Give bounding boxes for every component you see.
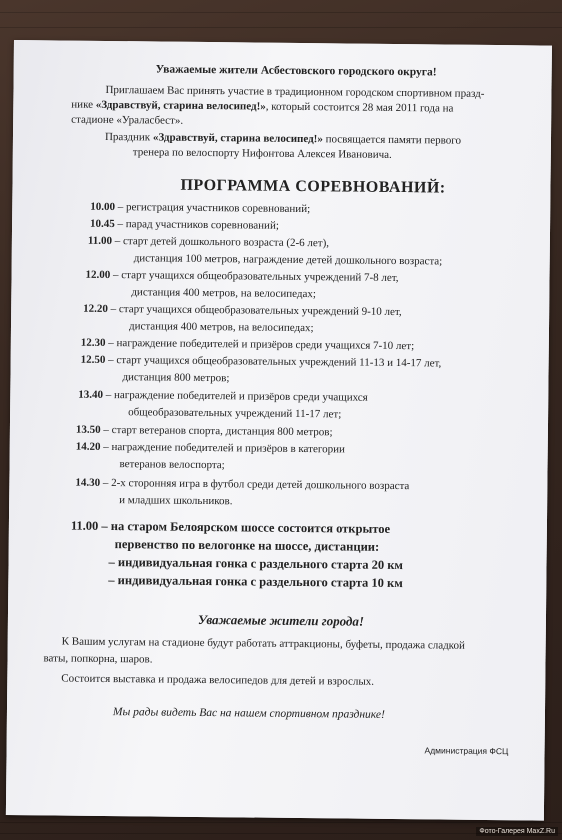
program-time: 12.20: [83, 302, 109, 315]
race-announcement: 11.00 – на старом Белоярском шоссе состоится открытое: [70, 518, 391, 536]
festival-name: «Здравствуй, старина велосипед!»: [152, 131, 323, 146]
program-text: – старт ветеранов спорта, дистанция 800 метров;: [100, 423, 333, 439]
invite-line-3: стадионе «Ураласбест».: [71, 113, 184, 127]
program-row: [76, 424, 333, 439]
program-time: 14.20: [75, 440, 101, 453]
program-text: – награждение победителей и призёров среди учащихся 7-10 лет;: [105, 336, 415, 353]
program-title: ПРОГРАММА СОРЕВНОВАНИЙ:: [180, 176, 446, 197]
greeting-title: Уважаемые жители Асбестовского городского округа!: [155, 63, 437, 79]
services-line-1: К Вашим услугам на стадионе будут работать аттракционы, буфеты, продажа сладкой: [61, 635, 465, 652]
program-time: 12.50: [80, 353, 106, 366]
race-announcement-2: первенство по велогонке на шоссе, дистанции:: [114, 537, 380, 554]
program-text: – 2-х сторонняя игра в футбол среди детей дошкольного возраста: [100, 476, 410, 493]
signature: Администрация ФСЦ: [424, 745, 509, 757]
invite-text: , который состоится 28 мая 2011 года на: [265, 100, 454, 115]
program-row-continuation: ветеранов велоспорта;: [119, 458, 225, 472]
program-text: – старт учащихся общеобразовательных учреждений 9-10 лет,: [107, 302, 402, 319]
race-distance-10: – индивидуальная гонка с раздельного старта 10 км: [108, 573, 403, 591]
program-text: – старт детей дошкольного возраста (2-6 лет),: [111, 235, 330, 250]
program-time: 10.45: [90, 217, 115, 231]
program-text: – регистрация участников соревнований;: [114, 201, 311, 216]
program-text: – награждение победителей и призёров среди учащихся: [102, 388, 368, 404]
program-row: [90, 201, 310, 215]
program-row: [90, 218, 279, 232]
program-row-continuation: дистанция 400 метров, на велосипедах;: [131, 286, 317, 301]
program-text: – старт учащихся общеобразовательных учреждений 11-13 и 14-17 лет,: [105, 353, 442, 370]
dedication-text: посвящается памяти первого: [322, 133, 462, 147]
program-time: 11.00: [87, 234, 113, 248]
program-time: 12.30: [80, 336, 106, 349]
program-row: [81, 337, 414, 352]
exhibition-line: Состоится выставка и продажа велосипедов для детей и взрослых.: [61, 672, 375, 688]
program-row-continuation: дистанция 800 метров;: [122, 371, 230, 385]
festival-name: «Здравствуй, старина велосипед!»: [95, 98, 266, 113]
dedication-text: Праздник: [104, 130, 153, 144]
program-row-continuation: и младших школьников.: [119, 494, 233, 508]
photo-credit: Фото-Галерея MaxZ.Ru: [476, 827, 558, 836]
invite-line-2: [71, 99, 453, 115]
program-row: [75, 477, 409, 492]
program-time: 14.30: [75, 476, 101, 489]
program-row: [85, 269, 398, 284]
program-time: 12.00: [85, 268, 111, 282]
program-text: – парад участников соревнований;: [114, 218, 279, 232]
program-time: 13.40: [78, 388, 104, 401]
program-row-continuation: дистанция 100 метров, награждение детей дошкольного возраста;: [133, 252, 443, 268]
notice-sheet: [6, 40, 552, 821]
footer-heading: Уважаемые жители города!: [197, 611, 365, 629]
program-text: – старт учащихся общеобразовательных учреждений 7-8 лет,: [110, 269, 399, 285]
dedication-line-2: тренера по велоспорту Нифонтова Алексея Ивановича.: [132, 146, 392, 161]
program-time: 13.50: [75, 423, 101, 436]
program-text: – награждение победителей и призёров в категории: [100, 440, 345, 456]
services-line-2: ваты, попкорна, шаров.: [43, 652, 153, 666]
program-row: [81, 354, 442, 370]
closing-line: Мы рады видеть Вас на нашем спортивном празднике!: [112, 706, 385, 721]
race-distance-20: – индивидуальная гонка с раздельного старта 20 км: [108, 555, 404, 573]
program-row: [76, 441, 345, 456]
program-row-continuation: дистанция 400 метров, на велосипедах;: [128, 320, 314, 335]
program-row: [88, 235, 329, 250]
dedication-line-1: [105, 131, 461, 147]
program-row: [78, 389, 368, 404]
invite-text: нике: [71, 98, 96, 111]
program-row: [83, 303, 402, 318]
program-time: 10.00: [90, 200, 116, 214]
invite-line-1: Приглашаем Вас принять участие в традиционном городском спортивном празд-: [105, 83, 485, 100]
program-row-continuation: общеобразовательных учреждений 11-17 лет;: [128, 406, 342, 421]
